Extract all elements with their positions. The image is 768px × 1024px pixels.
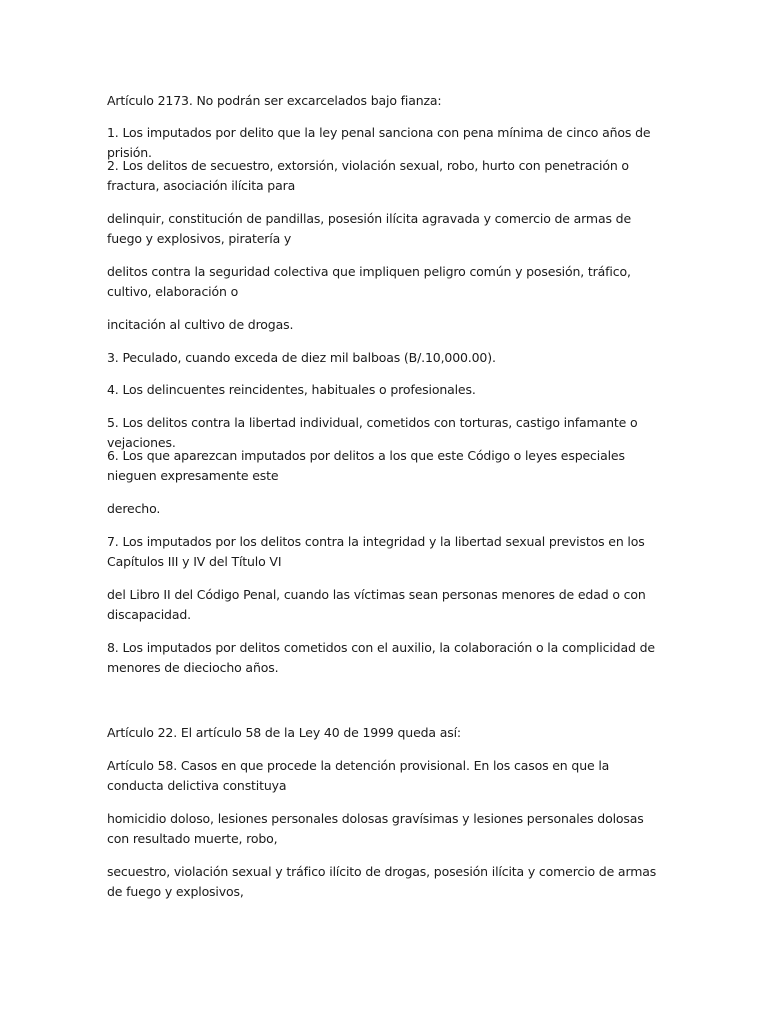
paragraph-item-7-cont: del Libro II del Código Penal, cuando las víctimas sean personas menores de edad o con discapacidad. bbox=[107, 587, 646, 622]
article-58-paragraph: Artículo 58. Casos en que procede la detención provisional. En los casos en que la conducta delictiva constituya bbox=[107, 758, 610, 793]
paragraph-item-3: 3. Peculado, cuando exceda de diez mil balboas (B/.10,000.00). bbox=[107, 350, 496, 365]
paragraph-item-4: 4. Los delincuentes reincidentes, habituales o profesionales. bbox=[107, 382, 476, 397]
paragraph-item-6-cont: derecho. bbox=[107, 501, 161, 516]
article-58-cont-2: secuestro, violación sexual y tráfico ilícito de drogas, posesión ilícita y comercio de armas de fuego y explosivos, bbox=[107, 864, 657, 899]
paragraph-item-7: 7. Los imputados por los delitos contra la integridad y la libertad sexual previstos en los Capítulos III y IV del Título VI bbox=[107, 534, 645, 569]
article-22-heading: Artículo 22. El artículo 58 de la Ley 40 de 1999 queda así: bbox=[107, 725, 461, 740]
paragraph-item-1: 1. Los imputados por delito que la ley penal sanciona con pena mínima de cinco años de prisión. bbox=[107, 125, 651, 160]
paragraph-item-2: 2. Los delitos de secuestro, extorsión, violación sexual, robo, hurto con penetración o fractura, asociación ilícita para bbox=[107, 158, 629, 193]
paragraph-item-2-cont-2: delitos contra la seguridad colectiva que impliquen peligro común y posesión, tráfico, cultivo, elaboración o bbox=[107, 264, 631, 299]
article-58-cont-1: homicidio doloso, lesiones personales dolosas gravísimas y lesiones personales dolosas con resultado muerte, robo, bbox=[107, 811, 644, 846]
paragraph-item-2-cont-3: incitación al cultivo de drogas. bbox=[107, 317, 294, 332]
paragraph-item-6: 6. Los que aparezcan imputados por delitos a los que este Código o leyes especiales nieguen expresamente este bbox=[107, 448, 625, 483]
paragraph-item-8: 8. Los imputados por delitos cometidos con el auxilio, la colaboración o la complicidad de menores de dieciocho años. bbox=[107, 640, 655, 675]
article-2173-heading: Artículo 2173. No podrán ser excarcelados bajo fianza: bbox=[107, 93, 442, 108]
paragraph-item-2-cont-1: delinquir, constitución de pandillas, posesión ilícita agravada y comercio de armas de fuego y explosivos, piratería y bbox=[107, 211, 631, 246]
paragraph-item-5: 5. Los delitos contra la libertad individual, cometidos con torturas, castigo infamante o vejaciones. bbox=[107, 415, 638, 450]
